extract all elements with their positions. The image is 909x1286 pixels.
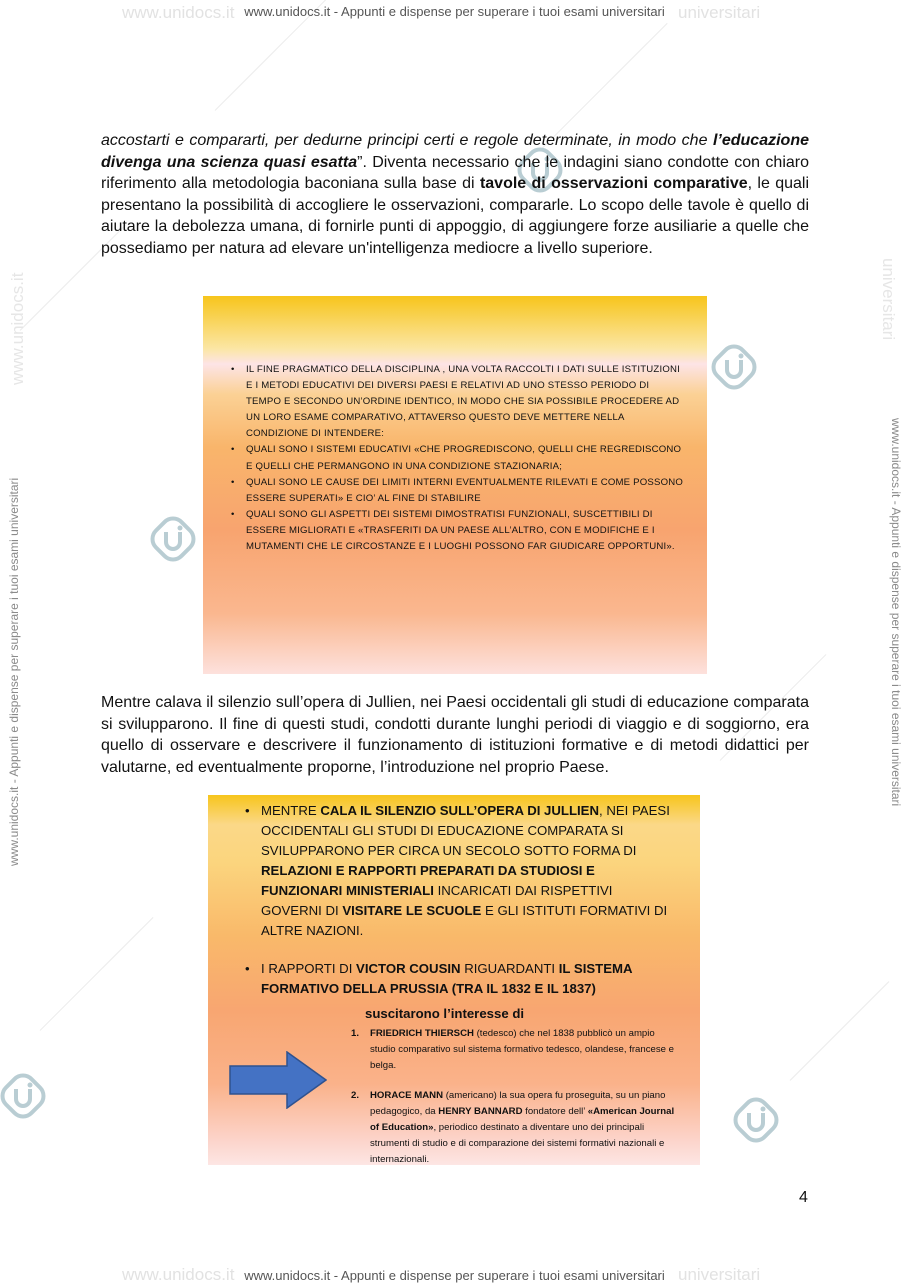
unidocs-logo-icon [733,1097,779,1143]
slide2-bullet-list [261,801,671,999]
slide2-bullet [261,801,671,941]
slide2-bold: VISITARE LE SCUOLE [342,903,482,918]
watermark-line [790,981,890,1081]
slide2-numbered-item [351,1088,680,1167]
slide2-text: E GLI ISTITUTI FORMATIVI DI ALTRE NAZIONI. [261,903,668,938]
paragraph1-italic: accostarti e compararti, per dedurne principi certi e regole determinate, in modo che [101,132,713,149]
unidocs-logo-icon [0,1073,46,1119]
slide2-numbered-list [351,1026,680,1167]
watermark-line [40,917,154,1031]
unidocs-logo-icon [711,344,757,390]
slide1-bullet: • QUALI SONO GLI ASPETTI DEI SISTEMI DIMOSTRATISI FUNZIONALI, SUSCETTIBILI DI ESSERE MIGLIORATI E «TRASFERITI DA UN PAESE ALL’ALTRO, CON E MODIFICHE E I MUTAMENTI CHE LE CIRCOSTANZE E I LUOGHI POSSONO FAR GIUDICARE OPPORTUNI». [246,507,686,555]
slide2-bullet [261,959,671,999]
body-paragraph-2: Mentre calava il silenzio sull’opera di Jullien, nei Paesi occidentali gli studi di educazione comparata si svilupparono. Il fine di questi studi, condotti durante lunghi periodi di viaggio e di soggiorno, era quello di osservare e descrivere il funzionamento di istituzioni formative e di metodi didattici per valutarne, ed eventualmente proporne, l’introduzione nel proprio Paese. [101,694,809,776]
slide2-text: MENTRE [261,803,321,818]
item-text: (tedesco) che nel 1838 pubblicò un ampio studio comparativo sul sistema formativo tedesco, olandese, francese e belga. [370,1028,674,1071]
slide1-bullet: • QUALI SONO I SISTEMI EDUCATIVI «CHE PROGREDISCONO, QUELLI CHE REGREDISCONO E QUELLI CHE PERMANGONO IN UNA CONDIZIONE STAZIONARIA; [246,442,686,474]
slide-image-1 [203,296,707,674]
watermark-ghost-right: universitari [678,3,761,22]
body-paragraph-1 [101,130,809,260]
watermark-side-left: www.unidocs.it - Appunti e dispense per superare i tuoi esami universitari [7,477,21,866]
watermark-banner-bottom: www.unidocs.it - Appunti e dispense per superare i tuoi esami universitari [244,1268,665,1283]
watermark-ghost-right: universitari [678,1265,761,1284]
slide2-bold: RELAZIONI E RAPPORTI PREPARATI DA STUDIOSI E FUNZIONARI MINISTERIALI [261,863,595,898]
slide2-numbered-item [351,1026,680,1073]
paragraph1-bold-italic: l’educazione divenga una scienza quasi esatta [101,132,809,171]
slide2-bold: CALA IL SILENZIO SULL’OPERA DI JULLIEN [320,803,600,818]
paragraph1-bold: tavole di osservazioni comparative [479,175,748,193]
watermark-ghost-left: www.unidocs.it [122,1265,235,1284]
watermark-ghost-left: www.unidocs.it [122,3,235,22]
slide2-text: I RAPPORTI DI [261,961,357,976]
item-name: HORACE MANN [370,1090,444,1102]
slide1-bullet: • IL FINE PRAGMATICO DELLA DISCIPLINA , UNA VOLTA RACCOLTI I DATI SULLE ISTITUZIONI E I METODI EDUCATIVI DEI DIVERSI PAESI E RELATIVI AD UNO STESSO PERIODO DI TEMPO E SECONDO UN’ORDINE IDENTICO, IN MODO CHE SIA POSSIBILE PROCEDERE AD UN LORO ESAME COMPARATIVO, ATTAVERSO QUESTO DEVE METTERE NELLA CONDIZIONE DI INTENDERE: [246,362,686,442]
watermark-side-ghost: universitari [879,258,898,341]
slide2-text: RIGUARDANTI [460,961,559,976]
watermark-side-ghost: www.unidocs.it [8,272,27,385]
item-text: , periodico destinato a diventare uno dei principali strumenti di studio e di comparazione dei sistemi formativi nazionali e internazionali. [370,1121,665,1165]
slide1-bullet: • QUALI SONO LE CAUSE DEI LIMITI INTERNI EVENTUALMENTE RILEVATI E COME POSSONO ESSERE SUPERATI» E CIO’ AL FINE DI STABILIRE [246,475,686,507]
paragraph1-text: ”. Diventa necessario che le indagini siano condotte con chiaro riferimento alla metodologia baconiana sulla base di [101,153,809,193]
watermark-banner-top: www.unidocs.it - Appunti e dispense per superare i tuoi esami universitari [244,4,665,19]
paragraph1-text-end: , le quali presentano la possibilità di accogliere le osservazioni, compararle. Lo scopo delle tavole è quello di aiutare la debolezza umana, di fornirle punti di appoggio, di aggiungere forze ausiliarie a quelle che possediamo per natura ad elevare un'intelligenza mediocre a livello superiore. [101,175,810,257]
item-name: FRIEDRICH THIERSCH [370,1028,474,1039]
unidocs-logo-icon [150,516,196,562]
item-name: HENRY BANNARD [438,1106,523,1118]
page-number: 4 [799,1189,808,1206]
slide2-bold: IL SISTEMA FORMATIVO DELLA PRUSSIA (TRA IL 1832 E IL 1837) [261,961,633,996]
slide2-text: INCARICATI DAI RISPETTIVI GOVERNI DI [261,883,613,918]
item-text: (americano) la sua opera fu proseguita, su un piano pedagogico, da [370,1090,666,1118]
item-text: fondatore dell’ [522,1106,588,1118]
slide2-subheading: suscitarono l’interesse di [365,1006,525,1021]
item-number: 1. [351,1028,360,1039]
item-number: 2. [351,1090,360,1102]
item-journal: «American Journal of Education» [370,1106,675,1133]
slide2-bold: VICTOR COUSIN [356,961,461,976]
slide2-text: , NEI PAESI OCCIDENTALI GLI STUDI DI EDUCAZIONE COMPARATA SI SVILUPPARONO PER CIRCA UN SECOLO SOTTO FORMA DI [261,803,670,858]
slide-image-2 [208,795,700,1165]
slide1-bullet-list [246,362,686,555]
right-arrow-icon [229,1051,327,1109]
watermark-side-right: www.unidocs.it - Appunti e dispense per superare i tuoi esami universitari [889,418,903,807]
